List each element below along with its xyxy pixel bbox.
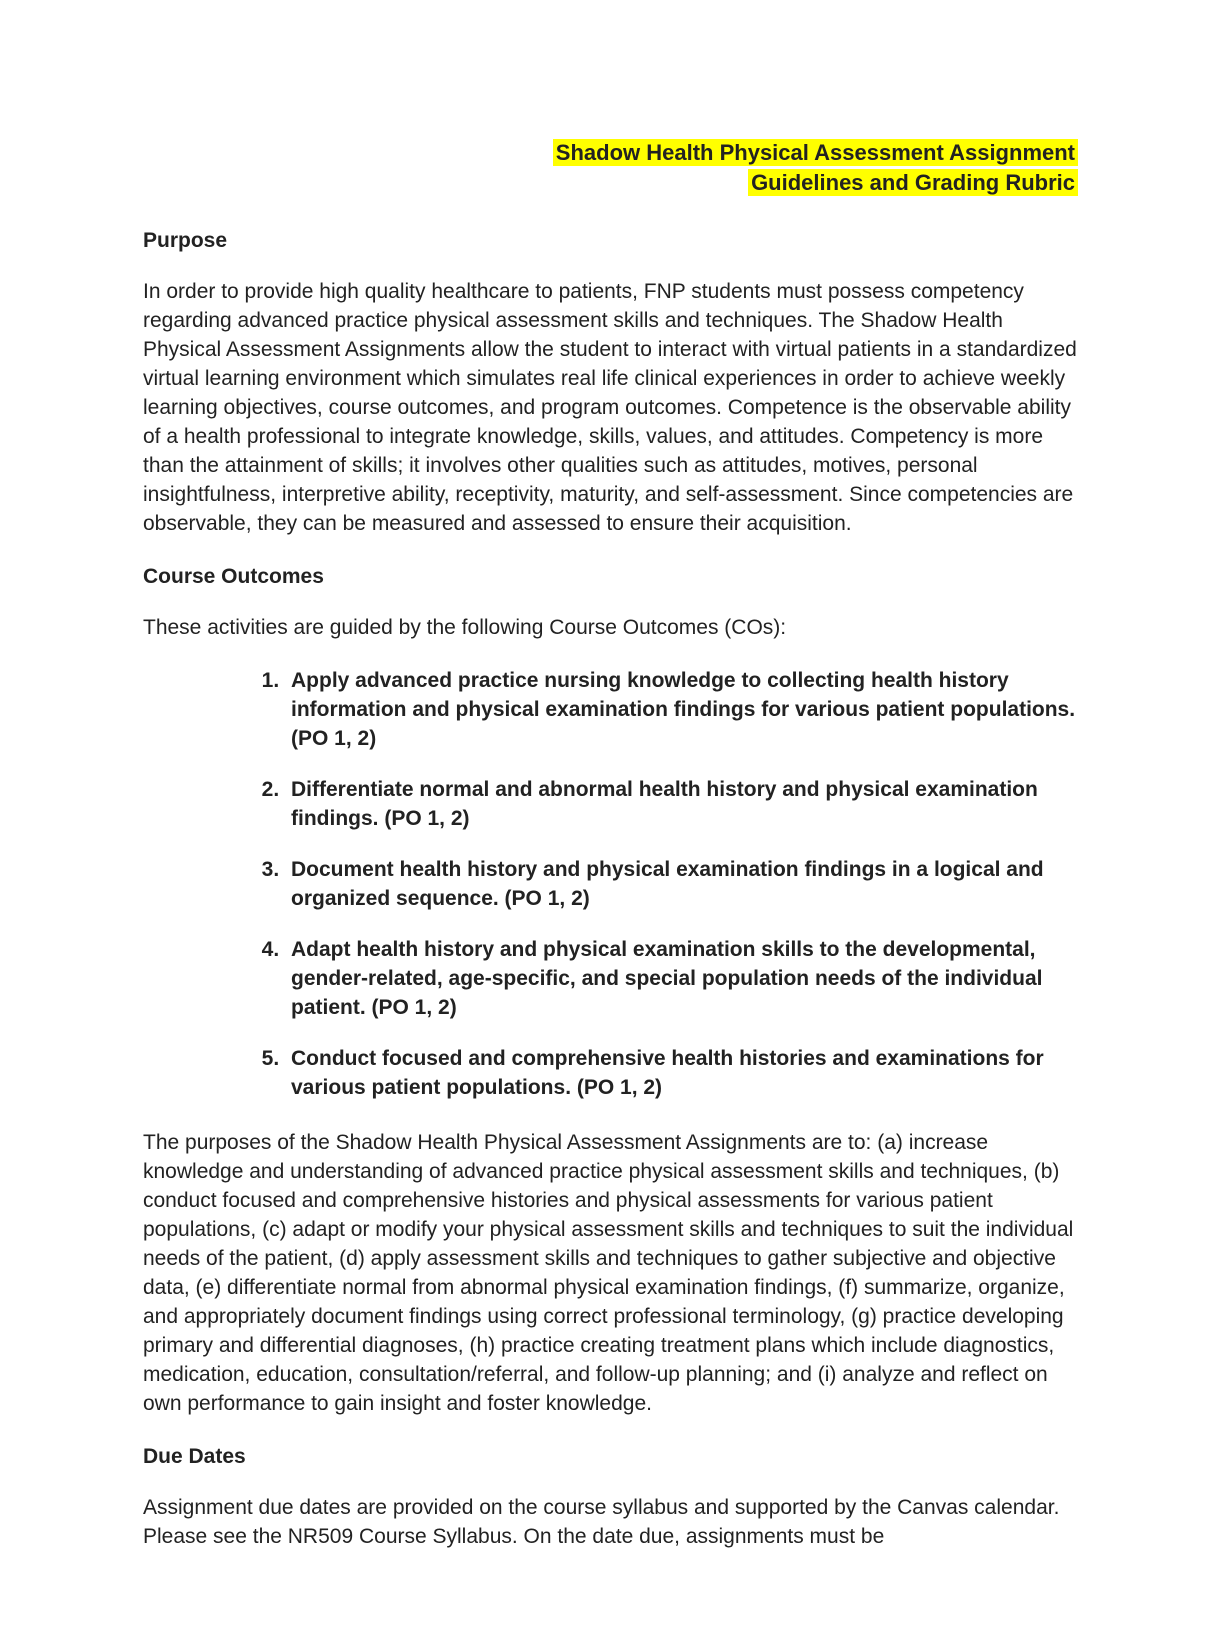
course-outcome-item: 2. Differentiate normal and abnormal health history and physical examination findings. (PO 1, 2): [285, 775, 1078, 833]
heading-due-dates: Due Dates: [143, 1445, 246, 1468]
purposes-paragraph: The purposes of the Shadow Health Physical Assessment Assignments are to: (a) increase knowledge and understanding of advanced practice physical assessment skills and techniques, (b) conduct focused and comprehensive histories and physical assessments for various patient populations, (c) adapt or modify your physical assessment skills and techniques to suit the individual needs of the patient, (d) apply assessment skills and techniques to gather subjective and objective data, (e) differentiate normal from abnormal physical examination findings, (f) summarize, organize, and appropriately document findings using correct professional terminology, (g) practice developing primary and differential diagnoses, (h) practice creating treatment plans which include diagnostics, medication, education, consultation/referral, and follow-up planning; and (i) analyze and reflect on own performance to gain insight and foster knowledge.: [143, 1131, 1074, 1415]
course-outcomes-list: [143, 666, 1078, 1102]
course-outcome-item: 5. Conduct focused and comprehensive health histories and examinations for various patient populations. (PO 1, 2): [285, 1044, 1078, 1102]
course-outcomes-intro: These activities are guided by the following Course Outcomes (COs):: [143, 616, 787, 639]
document-title-line2: Guidelines and Grading Rubric: [748, 169, 1078, 196]
due-dates-paragraph: Assignment due dates are provided on the course syllabus and supported by the Canvas calendar. Please see the NR509 Course Syllabus. On the date due, assignments must be: [143, 1496, 1060, 1548]
course-outcome-item: 1. Apply advanced practice nursing knowledge to collecting health history information and physical examination findings for various patient populations. (PO 1, 2): [285, 666, 1078, 753]
document-title: [143, 138, 1078, 198]
course-outcome-item: 4. Adapt health history and physical examination skills to the developmental, gender-related, age-specific, and special population needs of the individual patient. (PO 1, 2): [285, 935, 1078, 1022]
document-title-line1: Shadow Health Physical Assessment Assignment: [553, 139, 1078, 166]
course-outcome-item: 3. Document health history and physical examination findings in a logical and organized sequence. (PO 1, 2): [285, 855, 1078, 913]
heading-purpose: Purpose: [143, 229, 228, 252]
heading-course-outcomes: Course Outcomes: [143, 565, 324, 588]
purpose-paragraph: In order to provide high quality healthcare to patients, FNP students must possess competency regarding advanced practice physical assessment skills and techniques. The Shadow Health Physical Assessment Assignments allow the student to interact with virtual patients in a standardized virtual learning environment which simulates real life clinical experiences in order to achieve weekly learning objectives, course outcomes, and program outcomes. Competence is the observable ability of a health professional to integrate knowledge, skills, values, and attitudes. Competency is more than the attainment of skills; it involves other qualities such as attitudes, motives, personal insightfulness, interpretive ability, receptivity, maturity, and self-assessment. Since competencies are observable, they can be measured and assessed to ensure their acquisition.: [143, 280, 1077, 535]
